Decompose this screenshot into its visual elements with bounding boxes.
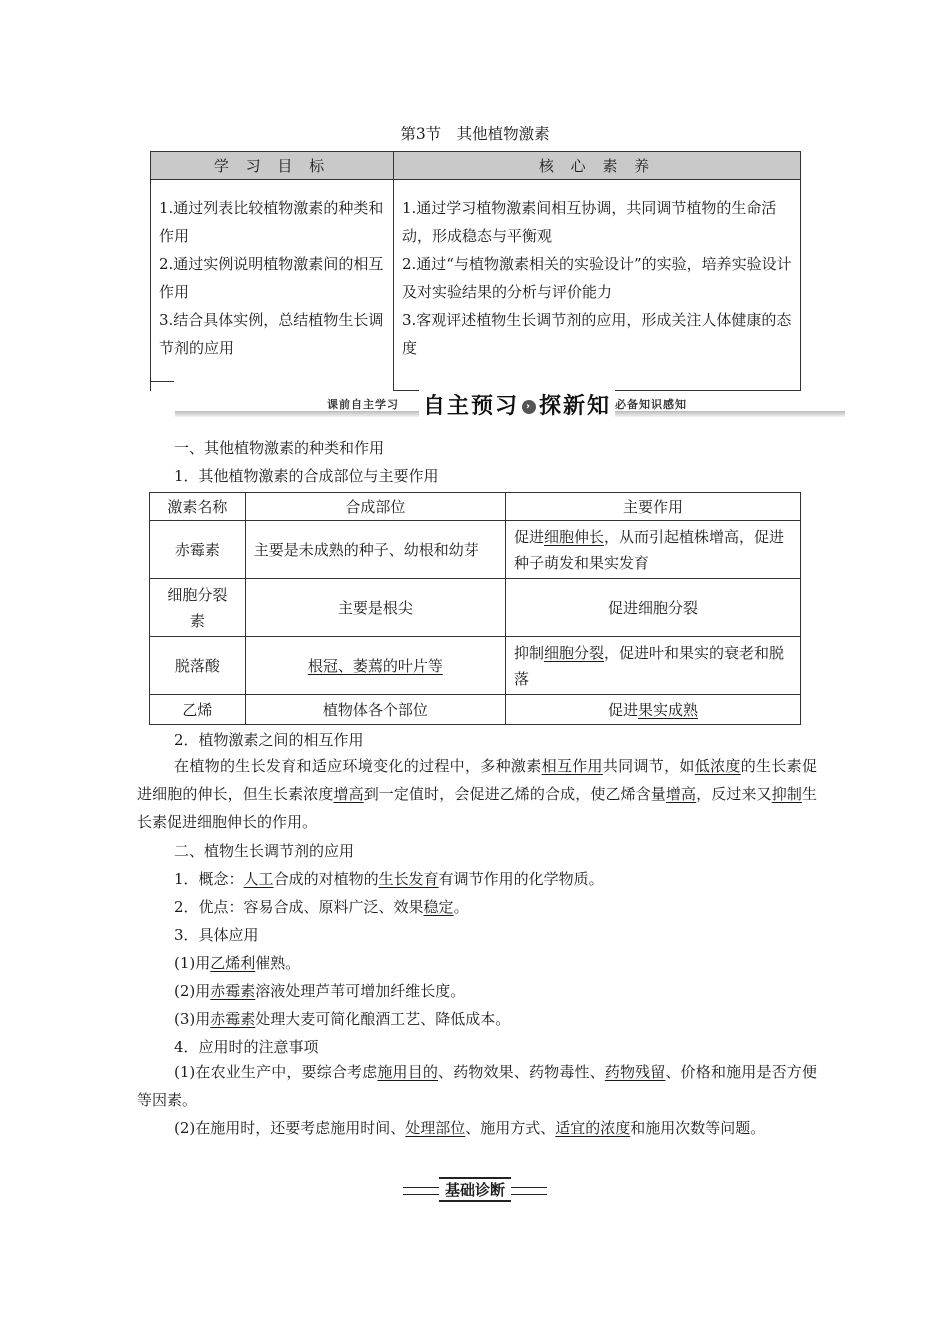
line-key: 赤霉素 [210, 1010, 256, 1028]
main-effect [505, 695, 800, 725]
goals-right-cell [394, 180, 801, 391]
line-text: 合成的对植物的 [273, 870, 379, 888]
effect-text: ，促进叶和果实的衰老和脱落 [513, 643, 784, 688]
para-key: 增高 [333, 785, 364, 803]
arrow-icon: › [522, 400, 536, 414]
main-effect [505, 637, 800, 695]
table-row [150, 579, 801, 637]
para-text: 、施用方式、 [465, 1119, 556, 1137]
para-text: 、药物效果、药物毒性、 [438, 1063, 605, 1081]
apply-item [174, 980, 465, 1001]
advantage-line [174, 896, 469, 917]
para-text: 生长素促进细胞伸长的作用。 [137, 785, 817, 831]
banner-right-label: 必备知识感知 [615, 398, 687, 411]
line-key: 生长发育 [378, 870, 439, 888]
hormone-name: 脱落酸 [150, 637, 246, 695]
goals-left-cell [151, 180, 394, 391]
para-text: 在植物的生长发育和适应环境变化的过程中，多种激素 [174, 757, 542, 775]
line-key: 人工 [243, 870, 274, 888]
synthesis-site: 主要是未成熟的种子、幼根和幼芽 [245, 521, 505, 579]
line-key: 赤霉素 [210, 982, 256, 1000]
table-row [150, 695, 801, 725]
main-effect [505, 521, 800, 579]
effect-text: 抑制 [513, 643, 544, 662]
para-key: 低浓度 [694, 757, 741, 775]
effect-key: 细胞分裂 [543, 643, 604, 662]
para-text: 共同调节，如 [602, 757, 695, 775]
hormone-name: 乙烯 [150, 695, 246, 725]
literacy-item: 3.客观评述植物生长调节剂的应用，形成关注人体健康的态度 [402, 311, 792, 357]
para-key: 适宜的浓度 [555, 1119, 631, 1137]
line-key: 稳定 [423, 898, 454, 916]
goal-item: 1.通过列表比较植物激素的种类和作用 [159, 199, 384, 245]
banner-left-label: 课前自主学习 [327, 398, 399, 411]
para-text: (1)在农业生产中，要综合考虑 [174, 1063, 378, 1081]
table-rule [150, 381, 174, 382]
effect-key: 细胞伸长 [543, 527, 604, 546]
banner-title [419, 389, 615, 420]
line-text: 2．优点：容易合成、原料广泛、效果 [174, 898, 424, 916]
line-text: (1)用 [174, 954, 211, 972]
basic-diagnosis-label [0, 1177, 950, 1202]
line-text: 催熟。 [255, 954, 301, 972]
site-key: 根冠、萎蔫的叶片等 [307, 656, 443, 675]
goals-header-left: 学 习 目 标 [151, 152, 394, 180]
para-text: 、价格和施用是否方便等因素。 [137, 1063, 817, 1109]
section1-sub1: 1．其他植物激素的合成部位与主要作用 [174, 467, 439, 485]
synthesis-site: 植物体各个部位 [245, 695, 505, 725]
hormone-name: 赤霉素 [150, 521, 246, 579]
note-paragraph [137, 1114, 817, 1142]
col-header: 主要作用 [505, 493, 800, 521]
section1-sub2: 2．植物激素之间的相互作用 [174, 731, 364, 749]
table-row [150, 521, 801, 579]
apply-item [174, 952, 300, 973]
para-text: 到一定值时，会促进乙烯的合成，使乙烯含量 [363, 785, 666, 803]
section-banner [175, 389, 845, 419]
learning-goals-table [150, 151, 801, 391]
effect-key: 果实成熟 [637, 700, 698, 719]
label-rule-right [511, 1187, 547, 1195]
main-effect: 促进细胞分裂 [505, 579, 800, 637]
apply-title: 3．具体应用 [174, 926, 259, 944]
para-key: 处理部位 [405, 1119, 466, 1137]
banner-title-a: 自主预习 [423, 394, 520, 419]
goals-header-right: 核 心 素 养 [394, 152, 801, 180]
para-key: 相互作用 [541, 757, 603, 775]
interaction-paragraph [137, 752, 817, 836]
section1-heading: 一、其他植物激素的种类和作用 [174, 439, 385, 457]
line-key: 乙烯利 [210, 954, 256, 972]
para-text: 的生长素促进细胞的伸长，但生长素浓度 [137, 757, 817, 803]
hormone-table [149, 492, 801, 725]
line-text: 有调节作用的化学物质。 [438, 870, 604, 888]
table-row [150, 637, 801, 695]
goal-item: 2.通过实例说明植物激素间的相互作用 [159, 255, 384, 301]
line-text: 。 [453, 898, 469, 916]
para-key: 增高 [665, 785, 697, 803]
line-text: 处理大麦可简化酿酒工艺、降低成本。 [255, 1010, 511, 1028]
line-text: 1．概念： [174, 870, 244, 888]
effect-text: 促进 [607, 700, 638, 719]
page-title: 第3节 其他植物激素 [400, 125, 550, 143]
line-text: (3)用 [174, 1010, 211, 1028]
apply-item [174, 1008, 510, 1029]
synthesis-site [245, 637, 505, 695]
para-text: (2)在施用时，还要考虑施用时间、 [174, 1119, 406, 1137]
effect-text: 促进 [513, 527, 544, 546]
col-header: 合成部位 [245, 493, 505, 521]
effect-text: ，从而引起植株增高，促进种子萌发和果实发育 [513, 527, 784, 572]
synthesis-site: 主要是根尖 [245, 579, 505, 637]
para-text: ，反过来又 [696, 785, 772, 803]
para-text: 和施用次数等问题。 [630, 1119, 766, 1137]
para-key: 药物残留 [604, 1063, 666, 1081]
hormone-name: 细胞分裂素 [150, 579, 246, 637]
col-header: 激素名称 [150, 493, 246, 521]
line-text: (2)用 [174, 982, 211, 1000]
label-rule-left [403, 1187, 439, 1195]
line-text: 溶液处理芦苇可增加纤维长度。 [255, 982, 466, 1000]
note-paragraph [137, 1058, 817, 1114]
literacy-item: 2.通过“与植物激素相关的实验设计”的实验，培养实验设计及对实验结果的分析与评价能力 [402, 255, 792, 301]
para-key: 抑制 [771, 785, 802, 803]
para-key: 施用目的 [377, 1063, 439, 1081]
section2-heading: 二、植物生长调节剂的应用 [174, 842, 355, 860]
literacy-item: 1.通过学习植物激素间相互协调，共同调节植物的生命活动，形成稳态与平衡观 [402, 199, 777, 245]
concept-line [174, 868, 604, 889]
basic-diagnosis-text: 基础诊断 [439, 1177, 511, 1202]
banner-title-b: 探新知 [539, 394, 612, 419]
goal-item: 3.结合具体实例，总结植物生长调节剂的应用 [159, 311, 384, 357]
notes-title: 4．应用时的注意事项 [174, 1038, 319, 1056]
